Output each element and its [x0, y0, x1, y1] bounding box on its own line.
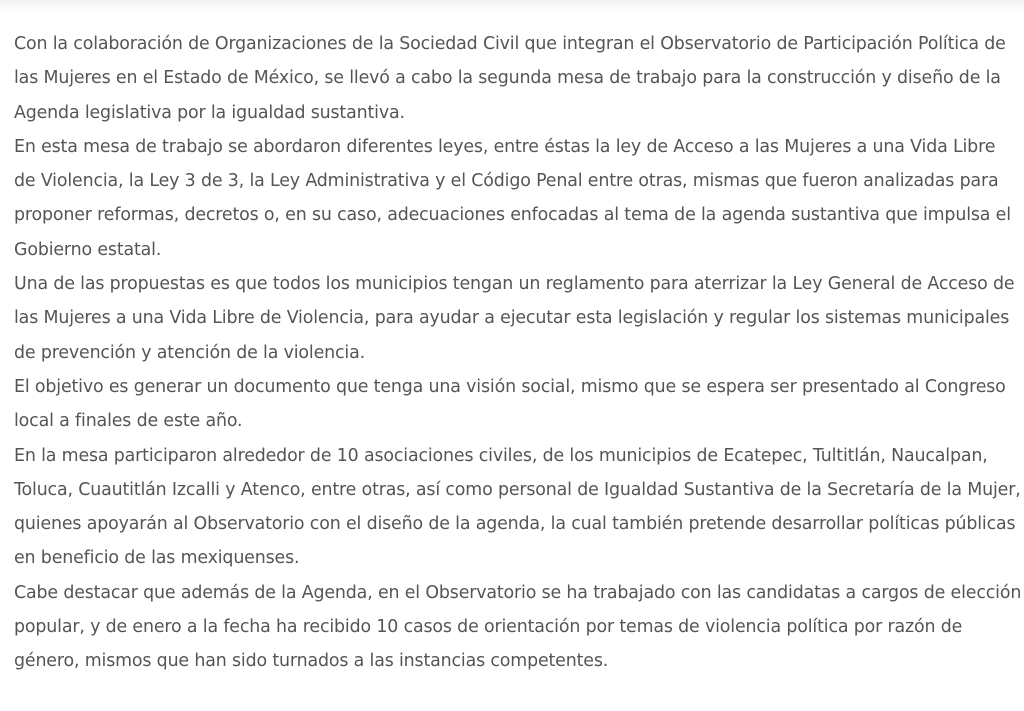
article-paragraph: Con la colaboración de Organizaciones de la Sociedad Civil que integran el Observatorio de Participación Política de las Mujeres en el Estado de México, se llevó a cabo la segunda mesa de trabajo para la construcción y diseño de la Agenda legislativa por la igualdad sustantiva. [14, 34, 1006, 123]
article-paragraph: En esta mesa de trabajo se abordaron diferentes leyes, entre éstas la ley de Acceso a las Mujeres a una Vida Libre de Violencia, la Ley 3 de 3, la Ley Administrativa y el Código Penal entre otras, mismas que fueron analizadas para proponer reformas, decretos o, en su caso, adecuaciones enfocadas al tema de la agenda sustantiva que impulsa el Gobierno estatal. [14, 136, 1011, 260]
article-paragraph: En la mesa participaron alrededor de 10 asociaciones civiles, de los municipios de Ecatepec, Tultitlán, Naucalpan, Toluca, Cuautitlán Izcalli y Atenco, entre otras, así como personal de Igualdad Sustantiva de la Secretaría de la Mujer, quienes apoyarán al Observatorio con el diseño de la agenda, la cual también pretende desarrollar políticas públicas en beneficio de las mexiquenses. [14, 445, 1021, 569]
top-shadow-divider [0, 0, 1024, 14]
article-paragraph: Una de las propuestas es que todos los municipios tengan un reglamento para aterrizar la Ley General de Acceso de las Mujeres a una Vida Libre de Violencia, para ayudar a ejecutar esta legislación y regular los sistemas municipales de prevención y atención de la violencia. [14, 274, 1015, 363]
article-paragraph: El objetivo es generar un documento que tenga una visión social, mismo que se espera ser presentado al Congreso local a finales de este año. [14, 376, 1006, 432]
article-paragraph: Cabe destacar que además de la Agenda, en el Observatorio se ha trabajado con las candidatas a cargos de elección popular, y de enero a la fecha ha recibido 10 casos de orientación por temas de violencia política por razón de género, mismos que han sido turnados a las instancias competentes. [14, 582, 1022, 672]
article-body [14, 27, 1022, 679]
